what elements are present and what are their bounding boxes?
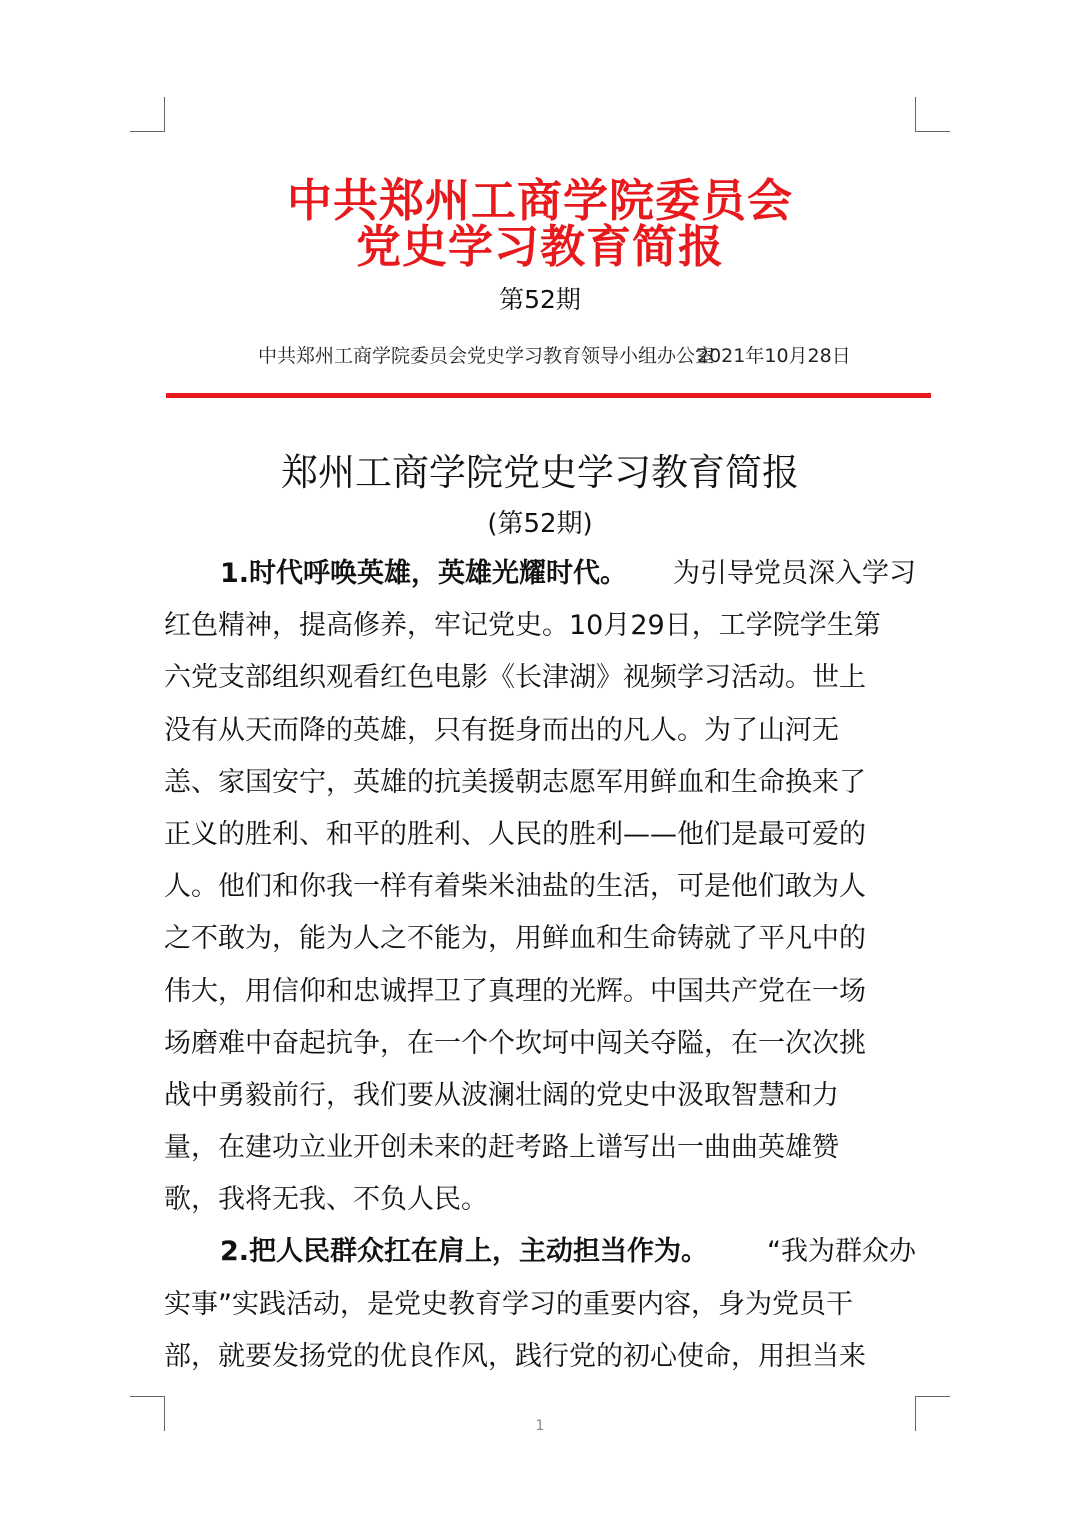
paragraph-2-line: 部，就要发扬党的优良作风，践行党的初心使命，用担当来 xyxy=(164,1340,866,1372)
paragraph-1-line: 伟大，用信仰和忠诚捍卫了真理的光辉。中国共产党在一场 xyxy=(164,975,866,1007)
masthead-title-line2: 党史学习教育简报 xyxy=(355,220,724,273)
paragraph-1-line: 红色精神，提高修养，牢记党史。10月29日，工学院学生第 xyxy=(164,610,881,642)
paragraph-1-line: 之不敢为，能为人之不能为，用鲜血和生命铸就了平凡中的 xyxy=(164,923,866,955)
paragraph-1-line: 歌，我将无我、不负人民。 xyxy=(164,1184,488,1216)
paragraph-2-lead: 2.把人民群众扛在肩上，主动担当作为。 xyxy=(220,1236,709,1268)
article-subtitle: (第52期) xyxy=(487,509,593,539)
crop-mark-top-left xyxy=(130,97,165,132)
crop-mark-top-right xyxy=(915,97,950,132)
paragraph-1-line: 没有从天而降的英雄，只有挺身而出的凡人。为了山河无 xyxy=(164,714,839,746)
paragraph-2-text: “我为群众办 xyxy=(767,1236,916,1268)
article-body xyxy=(164,548,916,1383)
paragraph-2-line: 实事”实践活动，是党史教育学习的重要内容，身为党员干 xyxy=(164,1288,853,1320)
issuing-office: 中共郑州工商学院委员会党史学习教育领导小组办公室 xyxy=(258,345,715,367)
masthead-divider xyxy=(166,393,931,398)
paragraph-1-line: 六党支部组织观看红色电影《长津湖》视频学习活动。世上 xyxy=(164,662,866,694)
article-title: 郑州工商学院党史学习教育简报 xyxy=(281,451,799,494)
paragraph-1-lead: 1.时代呼唤英雄，英雄光耀时代。 xyxy=(220,558,628,589)
paragraph-1-text: 为引导党员深入学习 xyxy=(673,558,916,589)
paragraph-1-line: 人。他们和你我一样有着柴米油盐的生活，可是他们敢为人 xyxy=(164,871,866,903)
issue-date: 2021年10月28日 xyxy=(697,345,851,367)
page-number: 1 xyxy=(535,1418,545,1434)
paragraph-1-line: 正义的胜利、和平的胜利、人民的胜利——他们是最可爱的 xyxy=(164,818,866,850)
paragraph-1-line: 场磨难中奋起抗争，在一个个坎坷中闯关夺隘，在一次次挑 xyxy=(164,1027,866,1059)
paragraph-2-line xyxy=(164,1226,916,1278)
paragraph-1-line xyxy=(164,548,916,600)
masthead-title-line1: 中共郑州工商学院委员会 xyxy=(286,174,793,227)
issue-number: 第52期 xyxy=(499,285,581,314)
paragraph-1-line: 战中勇毅前行，我们要从波澜壮阔的党史中汲取智慧和力 xyxy=(164,1079,839,1111)
paragraph-1-line: 恙、家国安宁，英雄的抗美援朝志愿军用鲜血和生命换来了 xyxy=(164,766,866,798)
paragraph-1-line: 量，在建功立业开创未来的赶考路上谱写出一曲曲英雄赞 xyxy=(164,1132,839,1164)
